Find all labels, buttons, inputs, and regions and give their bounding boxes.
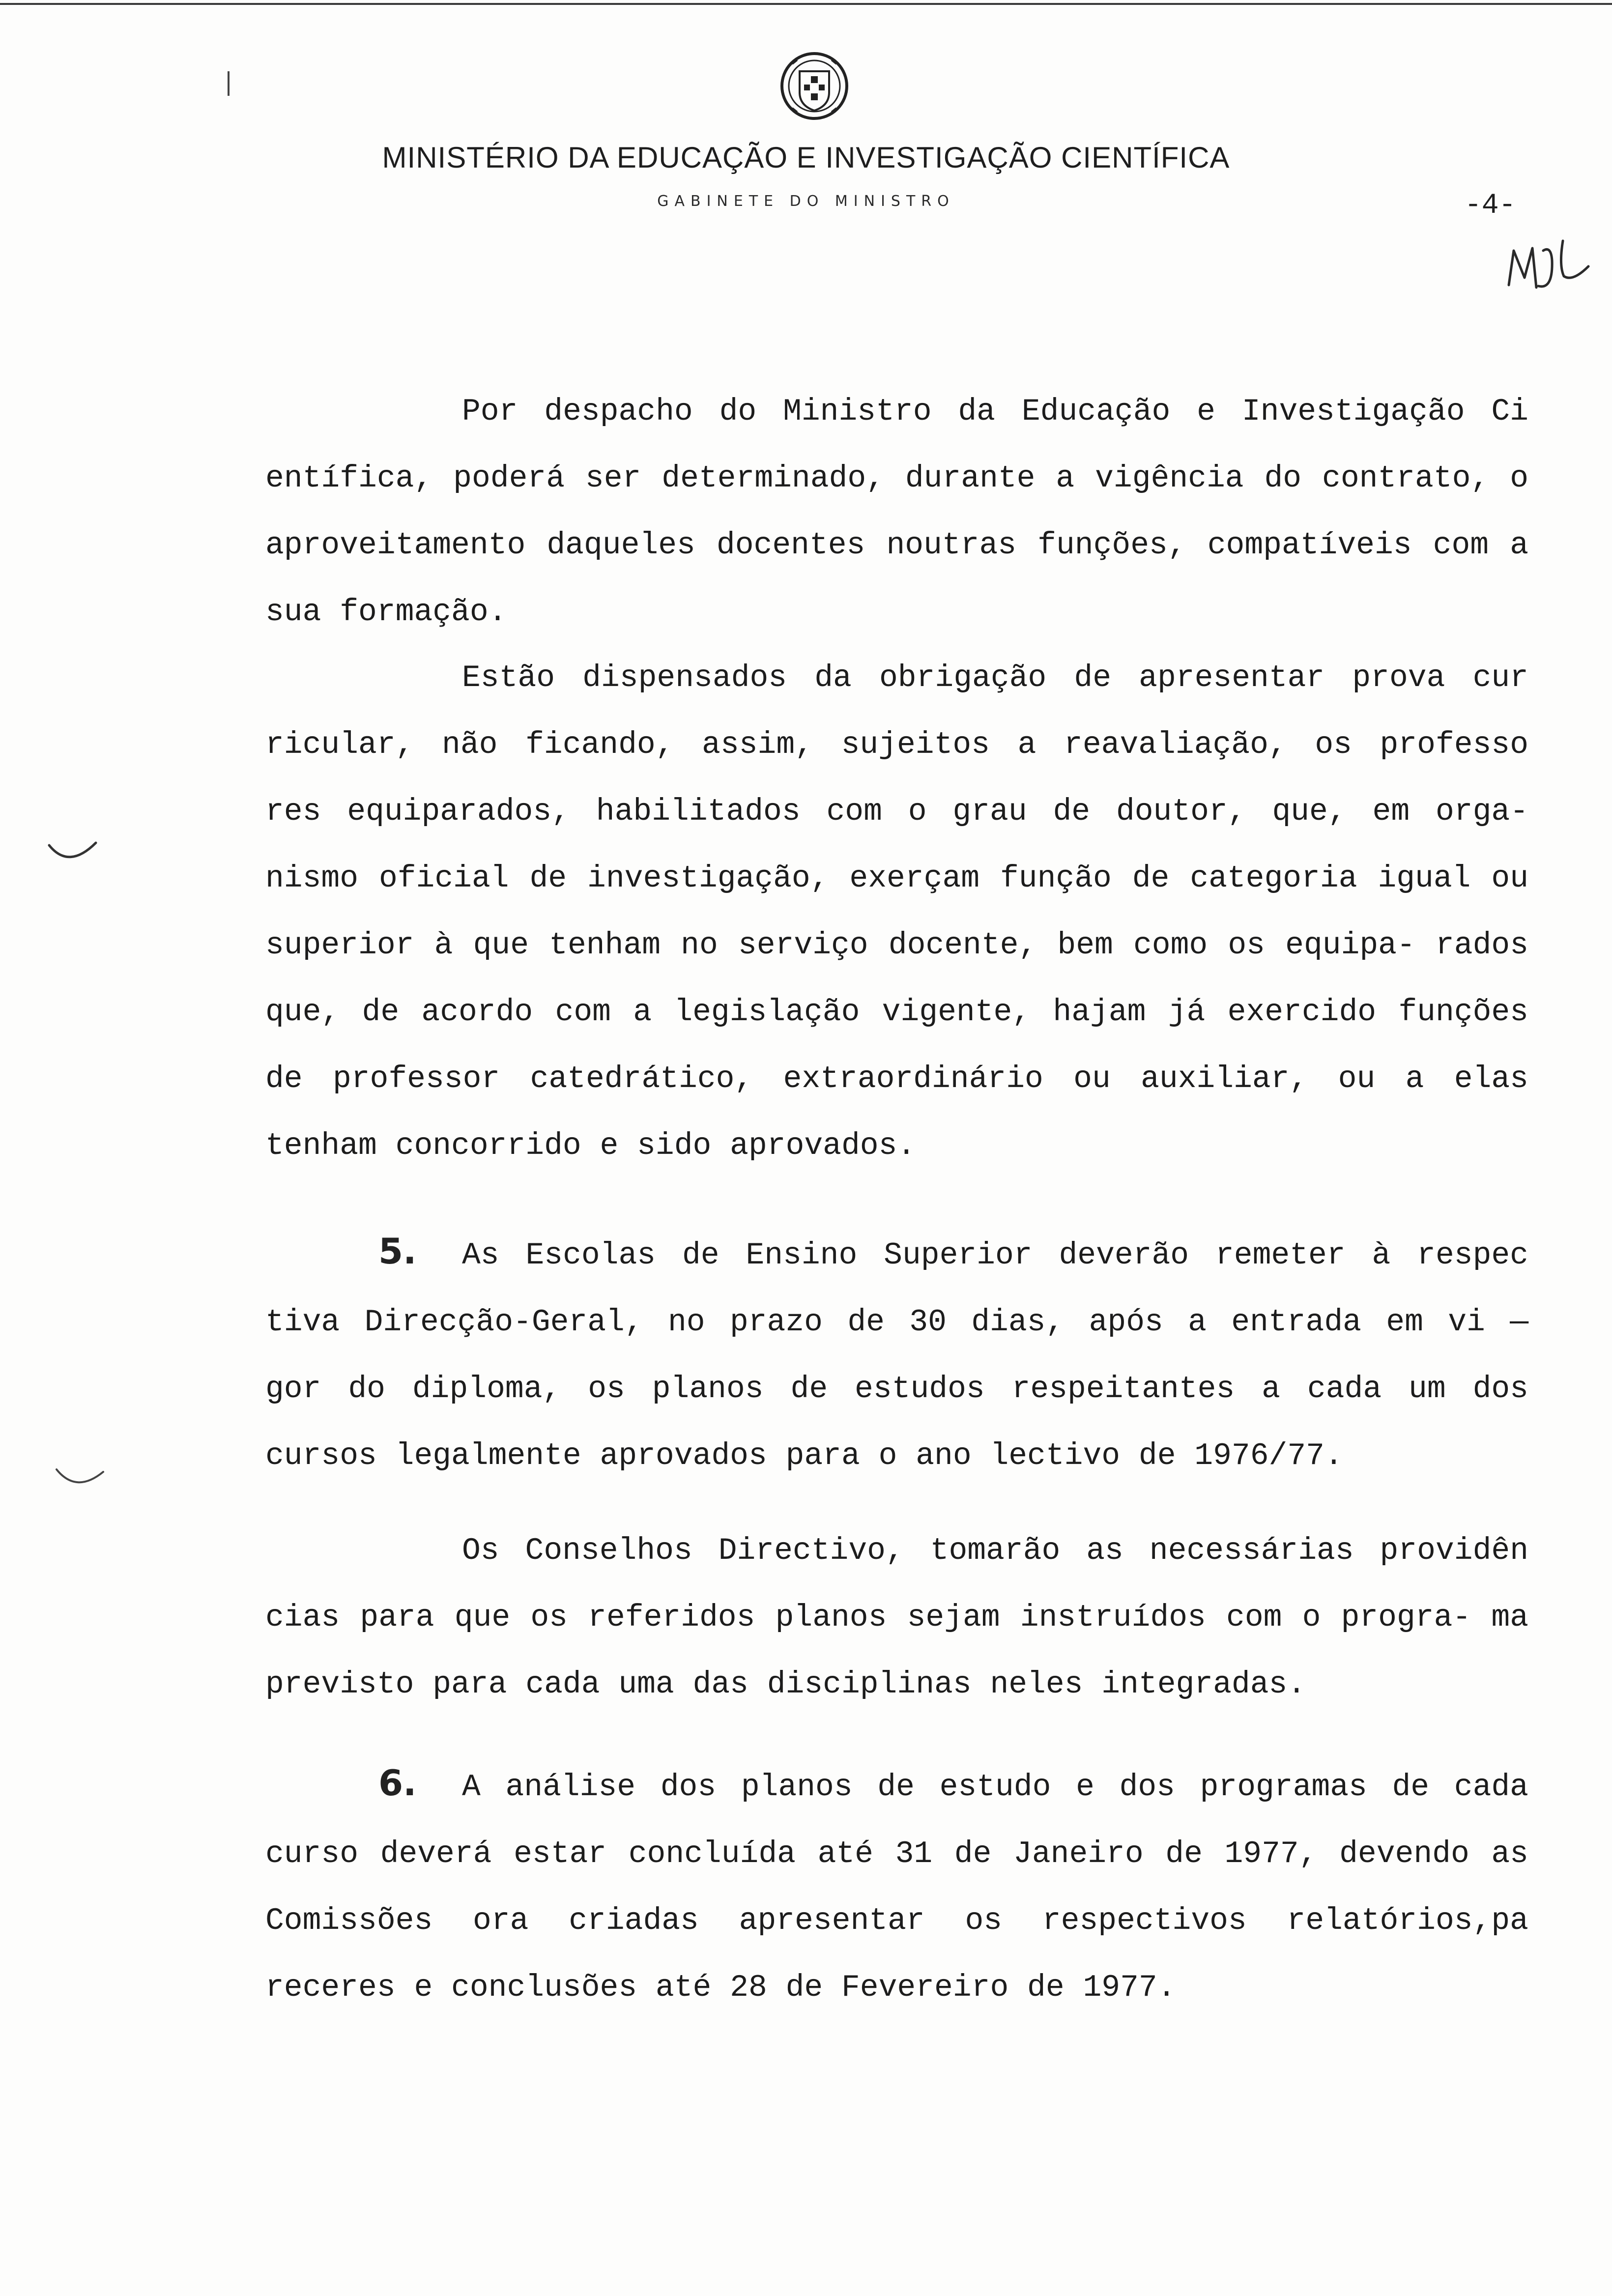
ministry-title: MINISTÉRIO DA EDUCAÇÃO E INVESTIGAÇÃO CIENTÍFICA xyxy=(382,141,1230,174)
margin-pencil-mark-1 xyxy=(47,835,101,870)
margin-tick-mark xyxy=(224,69,233,98)
top-rule xyxy=(0,3,1612,5)
paragraph-5: A análise dos planos de estudo e dos programas de cada curso deverá estar concluída até 31 de Janeiro de 1977, devendo as Comissões ora criadas apresentar os respectivos relatórios,pa receres e conclusões até 28 de Fevereiro de 1977. xyxy=(265,1770,1528,2005)
cabinet-subtitle: GABINETE DO MINISTRO xyxy=(657,193,955,210)
paragraph-3: As Escolas de Ensino Superior deverão remeter à respec tiva Direcção-Geral, no prazo de 30 dias, após a entrada em vi — gor do diploma, os planos de estudos respeitantes a cada um dos cursos legalmente aprovados para o ano lectivo de 1976/77. xyxy=(265,1238,1528,1473)
paragraph-1: Por despacho do Ministro da Educação e Investigação Ci entífica, poderá ser determinado, durante a vigência do contrato, o aproveitamento daqueles docentes noutras funções, compatíveis com a sua formação. xyxy=(265,394,1528,630)
coat-of-arms-seal-icon xyxy=(777,49,851,123)
paragraph-4: Os Conselhos Directivo, tomarão as necessárias providên cias para que os referidos planos sejam instruídos com o progra- ma previsto para cada uma das disciplinas neles integradas. xyxy=(265,1533,1528,1702)
handwritten-initials xyxy=(1504,231,1592,300)
item-number-6: 6. xyxy=(378,1762,417,1804)
paragraph-2: Estão dispensados da obrigação de apresentar prova cur ricular, não ficando, assim, sujeitos a reavaliação, os professo res equiparados, habilitados com o grau de doutor, que, em orga- nismo oficial de investigação, exerçam função de categoria igual ou superior à que tenham no serviço docente, bem como os equipa- rados que, de acordo com a legislação vigente, hajam já exercido funções de professor catedrático, extraordinário ou auxiliar, ou a elas tenham concorrido e sido aprovados. xyxy=(265,660,1528,1163)
page-number: -4- xyxy=(1465,190,1516,222)
item-number-5: 5. xyxy=(378,1231,417,1272)
paragraph-item-5 xyxy=(265,1218,1528,1490)
paragraph-item-6 xyxy=(265,1750,1528,2021)
margin-pencil-mark-2 xyxy=(54,1462,108,1496)
